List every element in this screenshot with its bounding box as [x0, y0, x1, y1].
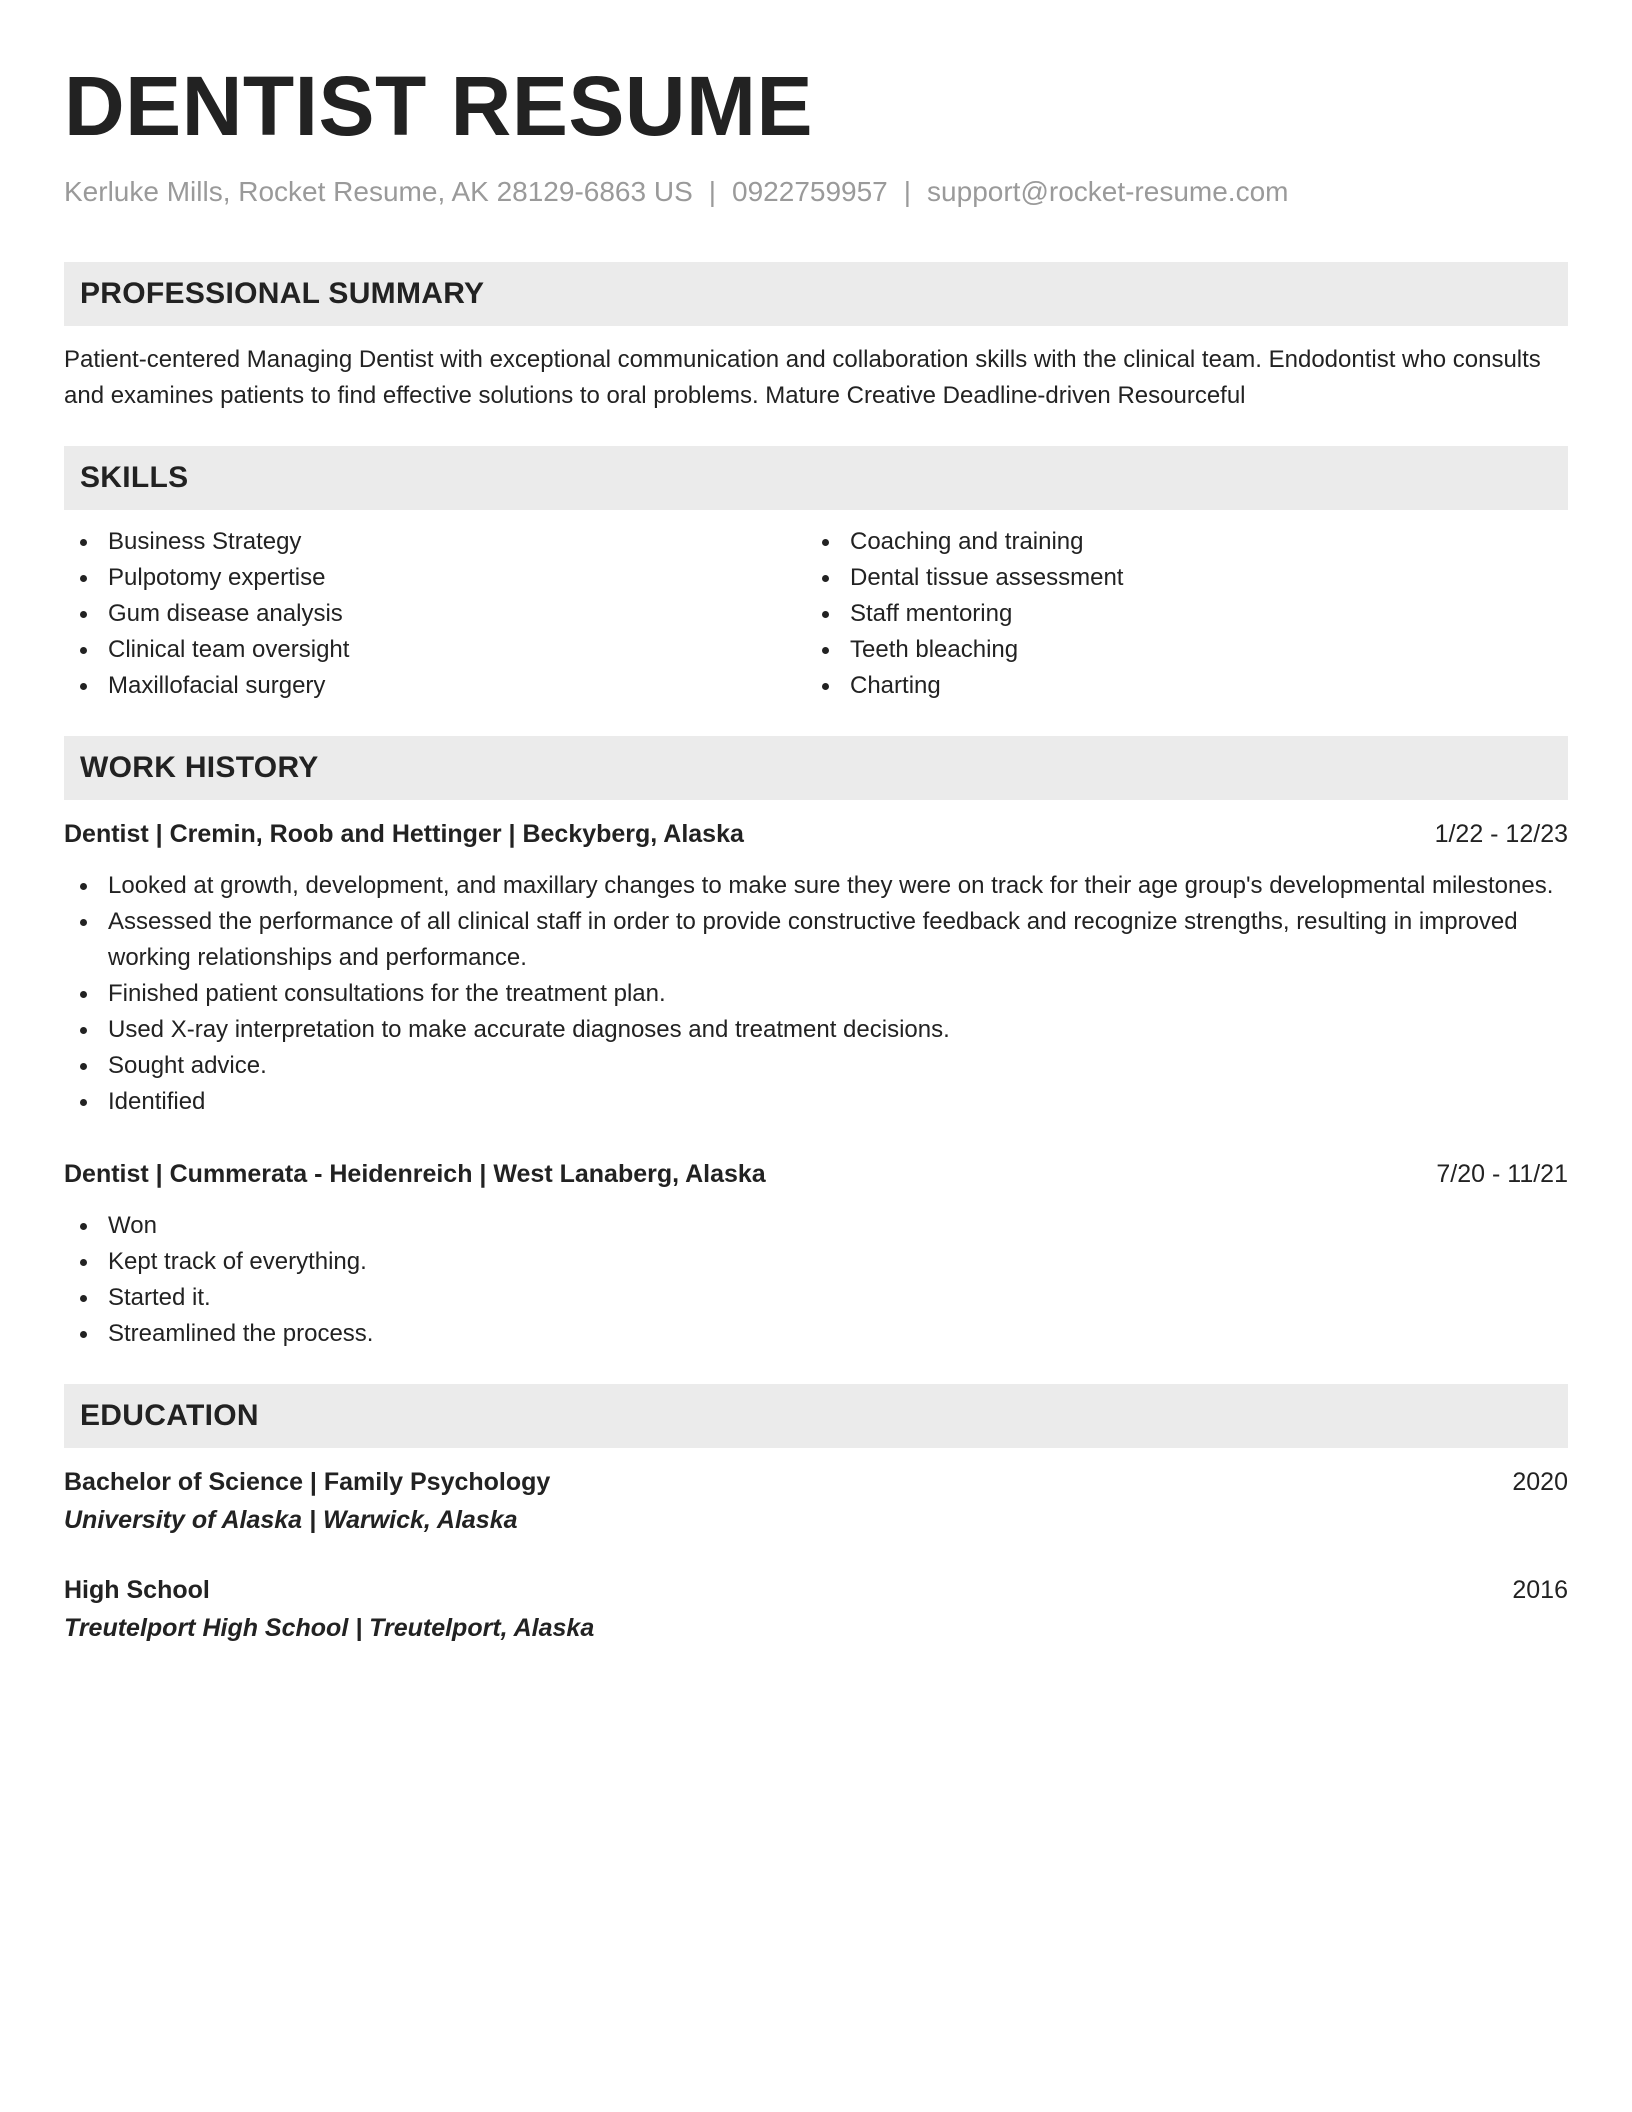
job-bullet: Kept track of everything.	[64, 1244, 1568, 1280]
job-bullets	[64, 1208, 1568, 1352]
skill-item: Business Strategy	[64, 524, 806, 560]
education-school: University of Alaska | Warwick, Alaska	[64, 1506, 518, 1534]
section-header-summary: PROFESSIONAL SUMMARY	[64, 262, 1568, 326]
job-bullet: Identified	[64, 1084, 1568, 1120]
job-title: Dentist | Cremin, Roob and Hettinger | Beckyberg, Alaska	[64, 820, 744, 848]
skill-item: Gum disease analysis	[64, 596, 806, 632]
education-entry	[64, 1464, 1568, 1540]
job-header	[64, 816, 1568, 852]
skill-item: Teeth bleaching	[806, 632, 1568, 668]
section-header-skills: SKILLS	[64, 446, 1568, 510]
job-bullets	[64, 868, 1568, 1120]
job-bullet: Started it.	[64, 1280, 1568, 1316]
job-header	[64, 1156, 1568, 1192]
contact-email: support@rocket-resume.com	[927, 176, 1289, 207]
job-entry	[64, 1156, 1568, 1352]
job-bullet: Won	[64, 1208, 1568, 1244]
education-year: 2020	[1512, 1468, 1568, 1496]
skill-item: Charting	[806, 668, 1568, 704]
job-bullet: Sought advice.	[64, 1048, 1568, 1084]
job-title: Dentist | Cummerata - Heidenreich | West Lanaberg, Alaska	[64, 1160, 766, 1188]
skill-item: Staff mentoring	[806, 596, 1568, 632]
job-bullet: Streamlined the process.	[64, 1316, 1568, 1352]
skill-item: Clinical team oversight	[64, 632, 806, 668]
job-bullet: Looked at growth, development, and maxillary changes to make sure they were on track for their age group's developmental milestones.	[64, 868, 1568, 904]
job-bullet: Used X-ray interpretation to make accurate diagnoses and treatment decisions.	[64, 1012, 1568, 1048]
skills-list-right	[806, 524, 1568, 704]
skill-item: Dental tissue assessment	[806, 560, 1568, 596]
education-year: 2016	[1512, 1576, 1568, 1604]
skill-item: Pulpotomy expertise	[64, 560, 806, 596]
contact-phone: 0922759957	[732, 176, 888, 207]
education-header	[64, 1572, 1568, 1608]
job-dates: 1/22 - 12/23	[1434, 820, 1568, 848]
job-entry	[64, 816, 1568, 1120]
contact-line	[64, 174, 1568, 210]
education-school: Treutelport High School | Treutelport, Alaska	[64, 1614, 595, 1642]
contact-separator: |	[708, 176, 717, 207]
section-header-work-history: WORK HISTORY	[64, 736, 1568, 800]
education-degree: Bachelor of Science | Family Psychology	[64, 1468, 551, 1496]
skills-list-left	[64, 524, 806, 704]
summary-text: Patient-centered Managing Dentist with exceptional communication and collaboration skills with the clinical team. Endodontist who consults and examines patients to find effective solutions to oral problems. Mature Creative Deadline-driven Resourceful	[64, 346, 1541, 409]
education-entry	[64, 1572, 1568, 1648]
job-bullet: Assessed the performance of all clinical staff in order to provide constructive feedback and recognize strengths, resulting in improved working relationships and performance.	[64, 904, 1568, 976]
skill-item: Maxillofacial surgery	[64, 668, 806, 704]
education-header	[64, 1464, 1568, 1500]
resume-title: DENTIST RESUME	[64, 59, 814, 153]
job-dates: 7/20 - 11/21	[1436, 1160, 1568, 1188]
section-header-education: EDUCATION	[64, 1384, 1568, 1448]
skills-grid	[64, 524, 1568, 704]
skill-item: Coaching and training	[806, 524, 1568, 560]
contact-address: Kerluke Mills, Rocket Resume, AK 28129-6863 US	[64, 176, 693, 207]
education-degree: High School	[64, 1576, 210, 1604]
job-bullet: Finished patient consultations for the treatment plan.	[64, 976, 1568, 1012]
contact-separator: |	[903, 176, 912, 207]
